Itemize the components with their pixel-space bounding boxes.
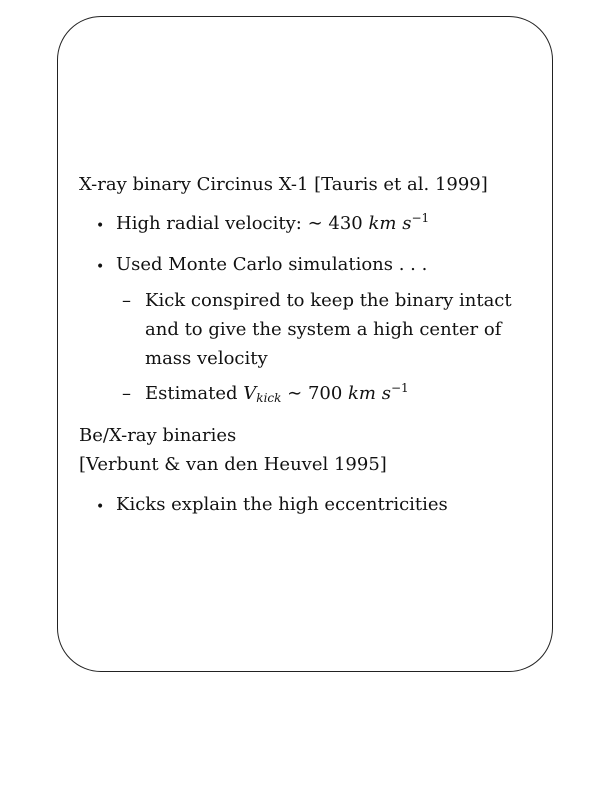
- unit-km: km: [368, 213, 397, 234]
- unit-s: s: [381, 383, 391, 404]
- sim-symbol: ∼: [281, 383, 308, 404]
- kick-value: 700: [307, 383, 349, 404]
- bullet-marker: •: [96, 499, 105, 515]
- subbullet-kick-line-3: mass velocity: [145, 348, 268, 369]
- subbullet-text: Estimated: [145, 383, 244, 404]
- subbullet-kick-line-2: and to give the system a high center of: [145, 319, 502, 340]
- bullet-marker: •: [96, 259, 105, 275]
- slide-frame: [57, 16, 553, 672]
- sim-symbol: ∼: [307, 213, 323, 234]
- bullet-radial-velocity: [116, 209, 429, 238]
- bullet-monte-carlo: Used Monte Carlo simulations . . .: [116, 254, 428, 275]
- bullet-marker: •: [96, 218, 105, 234]
- section-heading-bex: Be/X-ray binaries: [79, 425, 237, 446]
- subbullet-marker: –: [122, 290, 131, 311]
- subbullet-marker: –: [122, 383, 131, 404]
- unit-exponent: −1: [390, 381, 409, 395]
- unit-exponent: −1: [411, 211, 430, 225]
- section-heading-circinus: X-ray binary Circinus X-1 [Tauris et al. 1999]: [79, 174, 488, 195]
- bullet-text: High radial velocity:: [116, 213, 308, 234]
- subbullet-estimated-vkick: [145, 379, 409, 408]
- bullet-eccentricities: Kicks explain the high eccentricities: [116, 494, 448, 515]
- subbullet-kick-line-1: Kick conspired to keep the binary intact: [145, 290, 512, 311]
- var-subscript: kick: [256, 391, 282, 405]
- unit-km: km: [348, 383, 376, 404]
- unit-s: s: [402, 213, 412, 234]
- velocity-value: 430: [322, 213, 369, 234]
- var-v: V: [243, 383, 257, 404]
- section-heading-bex-citation: [Verbunt & van den Heuvel 1995]: [79, 454, 387, 475]
